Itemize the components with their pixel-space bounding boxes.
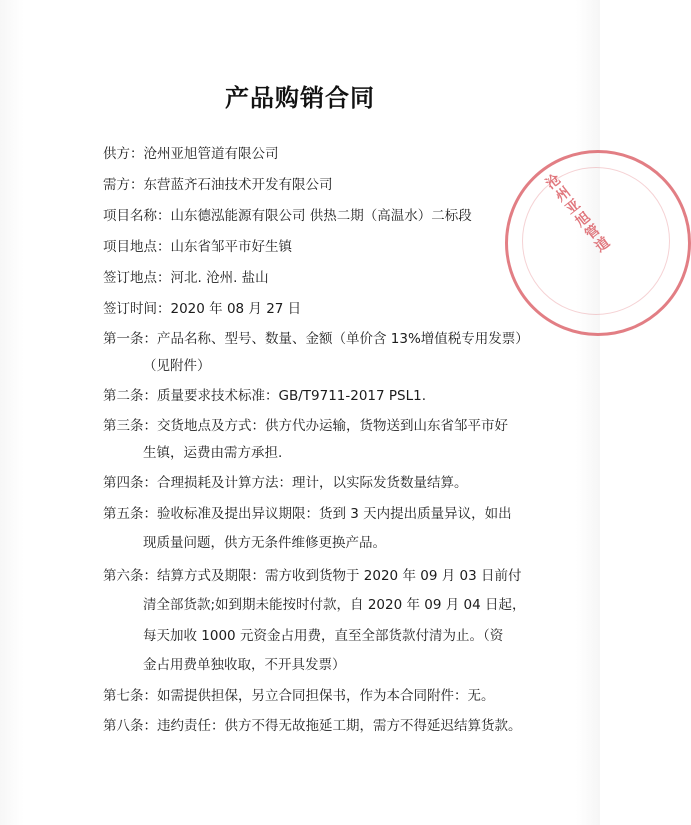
article-4 [103,474,468,492]
project-name-label: 项目名称： [103,208,171,224]
article-5-cont: 现质量问题，供方无条件维修更换产品。 [143,535,386,551]
article-text: 产品名称、型号、数量、金额（单价含 13%增值税专用发票） [157,331,529,347]
article-label: 第七条： [103,688,157,704]
project-name-value: 山东德泓能源有限公司 供热二期（高温水）二标段 [170,208,472,224]
document-title: 产品购销合同 [225,84,375,112]
article-3 [103,417,508,435]
project-name-row [103,207,472,225]
article-label: 第六条： [103,568,157,584]
article-text: 结算方式及期限：需方收到货物于 2020 年 09 月 03 日前付 [157,568,522,584]
project-site-label: 项目地点： [103,239,171,255]
article-label: 第一条： [103,331,157,347]
article-6-cont-3: 金占用费单独收取，不开具发票） [143,657,346,673]
article-1 [103,330,529,348]
supplier-value: 沧州亚旭管道有限公司 [143,146,279,162]
seal-inner-ring [522,167,670,315]
article-label: 第四条： [103,475,157,491]
project-site-value: 山东省邹平市好生镇 [170,239,292,255]
signing-place-row [103,269,269,287]
article-7 [103,687,495,705]
seal-text: 沧州亚旭管道 [543,171,614,256]
article-6-cont-1: 清全部货款;如到期未能按时付款，自 2020 年 09 月 04 日起， [143,597,526,613]
supplier-label: 供方： [103,146,144,162]
article-5 [103,505,512,523]
article-label: 第二条： [103,388,157,404]
article-1-cont: （见附件） [143,358,211,374]
article-6 [103,567,521,585]
signing-place-value: 河北. 沧州. 盐山 [170,270,269,286]
signing-time-value: 2020 年 08 月 27 日 [170,301,302,317]
article-label: 第五条： [103,506,157,522]
seal-ring [505,150,691,336]
article-text: 违约责任：供方不得无故拖延工期，需方不得延迟结算货款。 [157,718,522,734]
buyer-row [103,176,333,194]
signing-place-label: 签订地点： [103,270,171,286]
article-label: 第三条： [103,418,157,434]
supplier-row [103,145,279,163]
buyer-label: 需方： [103,177,144,193]
signing-time-row [103,300,301,318]
project-site-row [103,238,292,256]
article-8 [103,717,522,735]
article-text: 验收标准及提出异议期限：货到 3 天内提出质量异议，如出 [157,506,512,522]
article-text: 质量要求技术标准：GB/T9711-2017 PSL1. [157,388,427,404]
signing-time-label: 签订时间： [103,301,171,317]
article-label: 第八条： [103,718,157,734]
article-text: 如需提供担保，另立合同担保书，作为本合同附件：无。 [157,688,495,704]
article-text: 交货地点及方式：供方代办运输，货物送到山东省邹平市好 [157,418,508,434]
article-text: 合理损耗及计算方法：理计，以实际发货数量结算。 [157,475,468,491]
buyer-value: 东营蓝齐石油技术开发有限公司 [143,177,333,193]
article-6-cont-2: 每天加收 1000 元资金占用费，直至全部货款付清为止。（资 [143,628,504,644]
article-3-cont: 生镇，运费由需方承担. [143,445,283,461]
article-2 [103,387,426,405]
